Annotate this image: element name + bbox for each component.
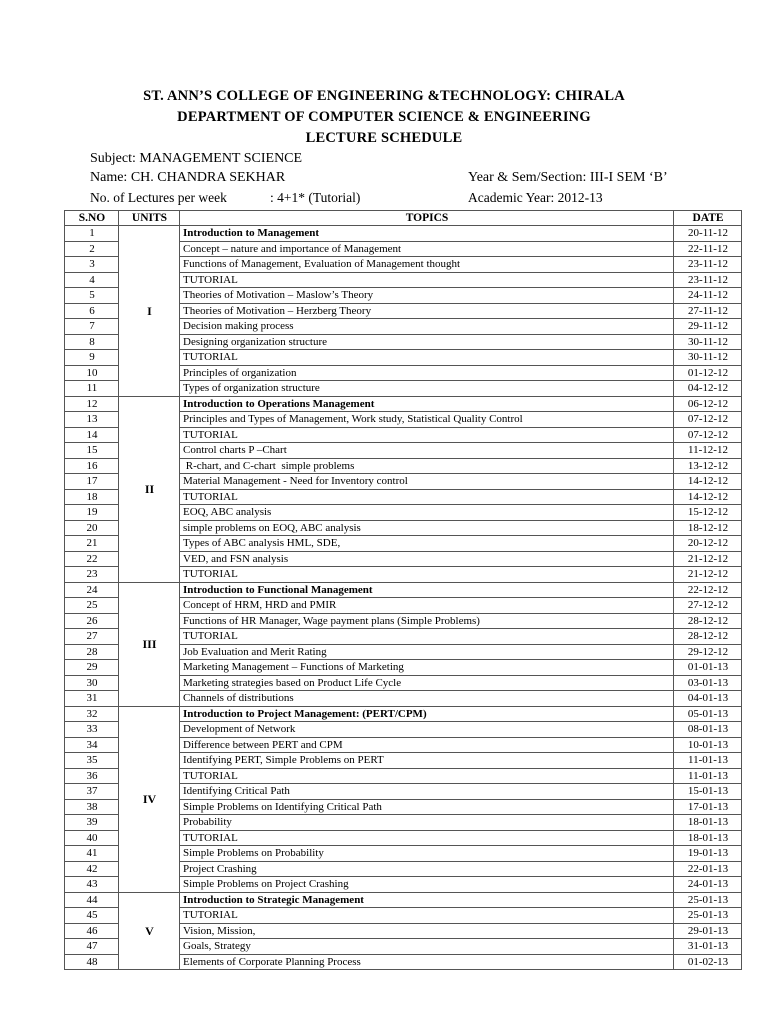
table-row <box>65 892 742 908</box>
row-topic: Functions of Management, Evaluation of Management thought <box>180 257 674 273</box>
row-sno: 47 <box>65 939 119 955</box>
row-topic: Marketing Management – Functions of Marketing <box>180 660 674 676</box>
row-topic: Elements of Corporate Planning Process <box>180 954 674 970</box>
row-date: 13-12-12 <box>674 458 742 474</box>
academic-year: Academic Year: 2012-13 <box>468 190 603 205</box>
row-date: 21-12-12 <box>674 567 742 583</box>
row-topic: Principles and Types of Management, Work study, Statistical Quality Control <box>180 412 674 428</box>
document-header <box>0 86 768 149</box>
row-sno: 1 <box>65 226 119 242</box>
row-topic: Introduction to Operations Management <box>180 396 674 412</box>
row-topic: TUTORIAL <box>180 768 674 784</box>
row-sno: 33 <box>65 722 119 738</box>
row-topic: TUTORIAL <box>180 908 674 924</box>
row-topic: TUTORIAL <box>180 427 674 443</box>
row-sno: 20 <box>65 520 119 536</box>
row-topic: Channels of distributions <box>180 691 674 707</box>
row-sno: 13 <box>65 412 119 428</box>
row-sno: 9 <box>65 350 119 366</box>
row-date: 25-01-13 <box>674 908 742 924</box>
row-date: 21-12-12 <box>674 551 742 567</box>
department-name: DEPARTMENT OF COMPUTER SCIENCE & ENGINEERING <box>177 109 591 125</box>
row-topic: Types of organization structure <box>180 381 674 397</box>
row-date: 01-01-13 <box>674 660 742 676</box>
row-topic: Functions of HR Manager, Wage payment plans (Simple Problems) <box>180 613 674 629</box>
table-header-row <box>65 211 742 226</box>
lectures-row <box>90 190 730 208</box>
row-date: 18-01-13 <box>674 830 742 846</box>
year-sem-section: Year & Sem/Section: III-I SEM ‘B’ <box>468 170 668 185</box>
row-sno: 44 <box>65 892 119 908</box>
row-date: 29-11-12 <box>674 319 742 335</box>
row-sno: 27 <box>65 629 119 645</box>
table-row <box>65 582 742 598</box>
row-date: 11-01-13 <box>674 768 742 784</box>
unit-label: IV <box>119 706 180 892</box>
row-sno: 34 <box>65 737 119 753</box>
unit-label: II <box>119 396 180 582</box>
row-date: 31-01-13 <box>674 939 742 955</box>
college-name: ST. ANN’S COLLEGE OF ENGINEERING &TECHNOLOGY: CHIRALA <box>143 88 625 104</box>
subject-row <box>90 151 730 169</box>
row-sno: 4 <box>65 272 119 288</box>
row-date: 14-12-12 <box>674 474 742 490</box>
row-sno: 17 <box>65 474 119 490</box>
row-date: 07-12-12 <box>674 412 742 428</box>
row-sno: 12 <box>65 396 119 412</box>
row-topic: Theories of Motivation – Herzberg Theory <box>180 303 674 319</box>
row-date: 15-12-12 <box>674 505 742 521</box>
row-topic: Goals, Strategy <box>180 939 674 955</box>
row-date: 18-01-13 <box>674 815 742 831</box>
row-sno: 39 <box>65 815 119 831</box>
row-date: 28-12-12 <box>674 613 742 629</box>
row-topic: Theories of Motivation – Maslow’s Theory <box>180 288 674 304</box>
row-date: 28-12-12 <box>674 629 742 645</box>
row-topic: Introduction to Management <box>180 226 674 242</box>
row-topic: Principles of organization <box>180 365 674 381</box>
header-date: DATE <box>674 211 742 226</box>
row-topic: TUTORIAL <box>180 272 674 288</box>
row-date: 01-02-13 <box>674 954 742 970</box>
row-date: 10-01-13 <box>674 737 742 753</box>
row-sno: 30 <box>65 675 119 691</box>
row-sno: 19 <box>65 505 119 521</box>
row-topic: VED, and FSN analysis <box>180 551 674 567</box>
row-sno: 40 <box>65 830 119 846</box>
row-sno: 8 <box>65 334 119 350</box>
row-date: 17-01-13 <box>674 799 742 815</box>
row-sno: 3 <box>65 257 119 273</box>
row-date: 04-01-13 <box>674 691 742 707</box>
row-date: 23-11-12 <box>674 257 742 273</box>
row-sno: 45 <box>65 908 119 924</box>
row-topic: Marketing strategies based on Product Life Cycle <box>180 675 674 691</box>
row-sno: 18 <box>65 489 119 505</box>
row-date: 24-01-13 <box>674 877 742 893</box>
row-topic: Simple Problems on Project Crashing <box>180 877 674 893</box>
row-topic: Difference between PERT and CPM <box>180 737 674 753</box>
row-topic: Concept of HRM, HRD and PMIR <box>180 598 674 614</box>
row-sno: 31 <box>65 691 119 707</box>
row-date: 11-12-12 <box>674 443 742 459</box>
row-date: 14-12-12 <box>674 489 742 505</box>
row-sno: 37 <box>65 784 119 800</box>
header-units: UNITS <box>119 211 180 226</box>
row-sno: 29 <box>65 660 119 676</box>
row-topic: TUTORIAL <box>180 629 674 645</box>
row-date: 19-01-13 <box>674 846 742 862</box>
row-sno: 14 <box>65 427 119 443</box>
row-topic: Types of ABC analysis HML, SDE, <box>180 536 674 552</box>
unit-label: I <box>119 226 180 397</box>
row-topic: Development of Network <box>180 722 674 738</box>
table-row <box>65 226 742 242</box>
lectures-value: : 4+1* (Tutorial) <box>270 190 361 205</box>
row-topic: Simple Problems on Identifying Critical Path <box>180 799 674 815</box>
row-sno: 23 <box>65 567 119 583</box>
row-sno: 15 <box>65 443 119 459</box>
table-row <box>65 706 742 722</box>
row-topic: Project Crashing <box>180 861 674 877</box>
document-title: LECTURE SCHEDULE <box>305 130 463 146</box>
name-row <box>90 170 730 188</box>
row-topic: TUTORIAL <box>180 567 674 583</box>
row-date: 07-12-12 <box>674 427 742 443</box>
table-row <box>65 396 742 412</box>
row-topic: Identifying PERT, Simple Problems on PERT <box>180 753 674 769</box>
row-date: 25-01-13 <box>674 892 742 908</box>
row-topic: Designing organization structure <box>180 334 674 350</box>
row-topic: Simple Problems on Probability <box>180 846 674 862</box>
row-topic: Identifying Critical Path <box>180 784 674 800</box>
row-topic: simple problems on EOQ, ABC analysis <box>180 520 674 536</box>
row-topic: TUTORIAL <box>180 830 674 846</box>
row-date: 15-01-13 <box>674 784 742 800</box>
row-topic: Material Management - Need for Inventory control <box>180 474 674 490</box>
row-date: 29-12-12 <box>674 644 742 660</box>
row-sno: 46 <box>65 923 119 939</box>
row-topic: EOQ, ABC analysis <box>180 505 674 521</box>
header-sno: S.NO <box>65 211 119 226</box>
row-sno: 5 <box>65 288 119 304</box>
row-sno: 22 <box>65 551 119 567</box>
row-date: 23-11-12 <box>674 272 742 288</box>
row-topic: Job Evaluation and Merit Rating <box>180 644 674 660</box>
subject-label: Subject: MANAGEMENT SCIENCE <box>90 151 303 166</box>
row-sno: 32 <box>65 706 119 722</box>
row-date: 04-12-12 <box>674 381 742 397</box>
row-topic: R-chart, and C-chart simple problems <box>180 458 674 474</box>
row-topic: Vision, Mission, <box>180 923 674 939</box>
row-sno: 21 <box>65 536 119 552</box>
row-sno: 36 <box>65 768 119 784</box>
row-topic: Control charts P –Chart <box>180 443 674 459</box>
row-sno: 42 <box>65 861 119 877</box>
row-sno: 10 <box>65 365 119 381</box>
row-sno: 41 <box>65 846 119 862</box>
row-date: 05-01-13 <box>674 706 742 722</box>
row-topic: Introduction to Project Management: (PERT/CPM) <box>180 706 674 722</box>
row-date: 03-01-13 <box>674 675 742 691</box>
header-topics: TOPICS <box>180 211 674 226</box>
row-sno: 25 <box>65 598 119 614</box>
row-date: 29-01-13 <box>674 923 742 939</box>
unit-label: V <box>119 892 180 970</box>
unit-label: III <box>119 582 180 706</box>
row-date: 24-11-12 <box>674 288 742 304</box>
row-topic: Introduction to Functional Management <box>180 582 674 598</box>
row-sno: 26 <box>65 613 119 629</box>
row-date: 30-11-12 <box>674 350 742 366</box>
row-date: 22-12-12 <box>674 582 742 598</box>
row-topic: Concept – nature and importance of Management <box>180 241 674 257</box>
row-date: 11-01-13 <box>674 753 742 769</box>
row-date: 22-01-13 <box>674 861 742 877</box>
row-date: 27-11-12 <box>674 303 742 319</box>
row-topic: Introduction to Strategic Management <box>180 892 674 908</box>
row-sno: 7 <box>65 319 119 335</box>
lectures-label: No. of Lectures per week <box>90 190 227 205</box>
row-sno: 28 <box>65 644 119 660</box>
row-topic: TUTORIAL <box>180 350 674 366</box>
row-topic: Decision making process <box>180 319 674 335</box>
row-sno: 16 <box>65 458 119 474</box>
row-date: 01-12-12 <box>674 365 742 381</box>
row-sno: 48 <box>65 954 119 970</box>
row-date: 27-12-12 <box>674 598 742 614</box>
table-body <box>65 226 742 970</box>
row-sno: 43 <box>65 877 119 893</box>
row-sno: 24 <box>65 582 119 598</box>
row-topic: Probability <box>180 815 674 831</box>
row-date: 18-12-12 <box>674 520 742 536</box>
instructor-name: Name: CH. CHANDRA SEKHAR <box>90 170 286 185</box>
row-sno: 11 <box>65 381 119 397</box>
row-date: 22-11-12 <box>674 241 742 257</box>
row-sno: 6 <box>65 303 119 319</box>
lecture-schedule-table <box>64 210 742 970</box>
row-sno: 35 <box>65 753 119 769</box>
row-topic: TUTORIAL <box>180 489 674 505</box>
row-sno: 2 <box>65 241 119 257</box>
row-date: 30-11-12 <box>674 334 742 350</box>
row-date: 06-12-12 <box>674 396 742 412</box>
row-date: 08-01-13 <box>674 722 742 738</box>
row-date: 20-12-12 <box>674 536 742 552</box>
row-date: 20-11-12 <box>674 226 742 242</box>
row-sno: 38 <box>65 799 119 815</box>
